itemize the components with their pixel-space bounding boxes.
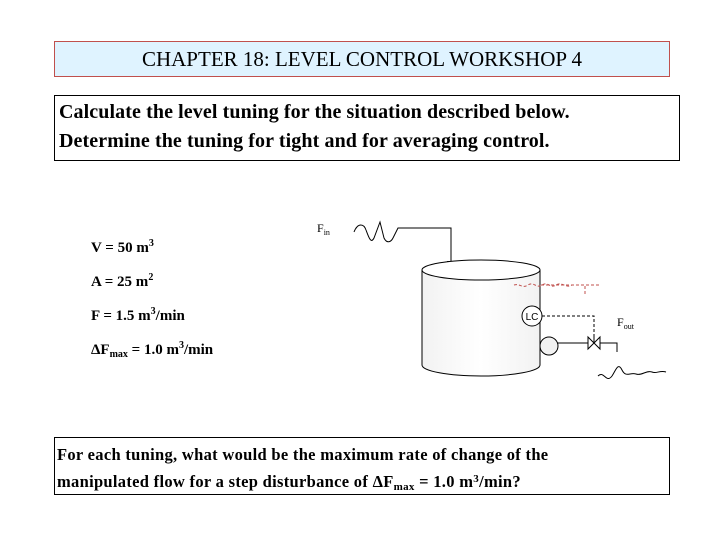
task-line-1: Calculate the level tuning for the situation described below.: [59, 101, 570, 123]
chapter-title-text: CHAPTER 18: LEVEL CONTROL WORKSHOP 4: [141, 46, 583, 71]
inlet-pipe: [405, 228, 451, 263]
fin-label: $F_{in}$: [317, 221, 330, 237]
param-area: A = 25 $m^2$: [91, 272, 154, 290]
task-line-2: Determine the tuning for tight and for averaging control.: [59, 130, 550, 152]
param-flow: F = 1.5 $m^3/\min$: [91, 306, 185, 324]
fout-label: $F_{out}$: [617, 315, 634, 331]
fin-disturbance-wave: [354, 222, 405, 242]
pump-icon: [540, 337, 558, 355]
tank-top: [422, 260, 540, 280]
param-volume: V = 50 $m^3$: [91, 238, 154, 256]
delta-symbol: Δ: [372, 472, 384, 491]
controller-output-signal: [542, 316, 594, 336]
question-line-2: manipulated flow for a step disturbance of $\Delta F_{max} = 1.0$ $m^3/\min$?: [57, 472, 521, 493]
question-line-1: For each tuning, what would be the maximum rate of change of the: [57, 445, 549, 464]
tank-body: [422, 270, 540, 376]
delta-symbol: Δ: [91, 342, 101, 358]
fout-wave: [598, 367, 666, 379]
control-valve-icon: [588, 336, 600, 349]
param-delta-fmax: $\Delta F_{max} = 1.0$ $m^3/\min$: [91, 340, 214, 360]
level-controller-label: LC: [525, 312, 539, 323]
question-box: [54, 437, 670, 495]
